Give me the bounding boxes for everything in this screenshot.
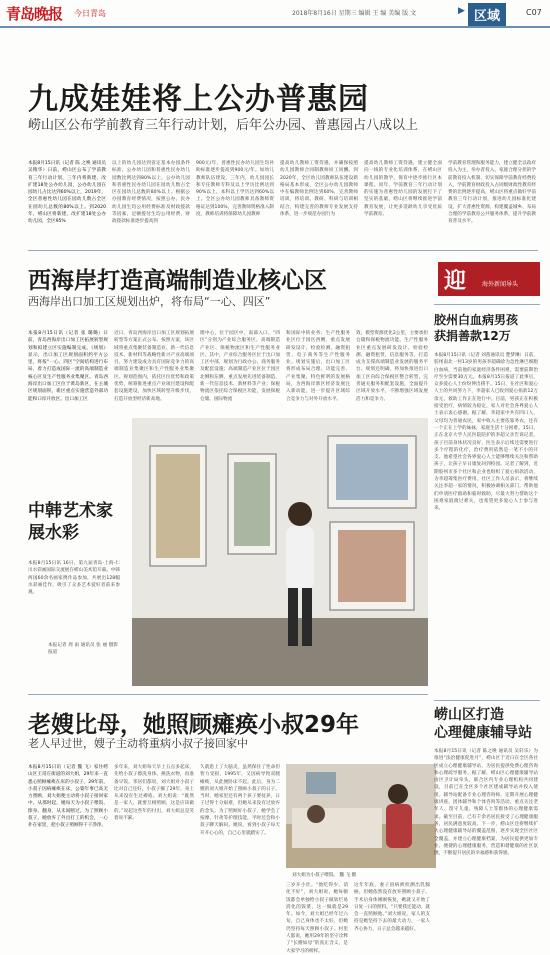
story2-col5: 效、模型资源优化2公里，主要承担仓储和保税物流功能。生产性服务业区重点发展研发设计、检验检测、融资租赁、信息服务等，打造成为支撑高端制造业发展的服务平台。规划还明确，将加快推进出口加工区向综合保税区整合转型，完善通关服务和配套设施，全面提升区域开放水平，不断增强区域发展活力和竞争力。 xyxy=(356,331,428,402)
story2-col3: 理中心，位于园区中，南部入口。“四区”分别为产业综合服务区、高端制造产业区、保税物流区和生产性服务业区。其中，产业综合服务区位于出口加工区中部，规划为行政办公、商务服务及配套设施；高端制造产业区位于园区北侧和东侧，重点发展先进装备制造、新一代信息技术、新材料等产业；保税物流区依托综合保税区功能，发展保税仓储、国际物流 xyxy=(200,331,280,402)
caregiver-photo xyxy=(286,764,436,868)
subhead-story2: 西海岸出口加工区规划出炉，将布局“一心、四区” xyxy=(28,295,271,308)
side3-body: 本报8月15日讯（记者 陈之唤 通讯员 吴轩乐）为推进“法治健康促进月”，崂山区于近日在全区各社区成立心理健康辅导站，为居民提供免费心理咨询和心理疏导服务。据了解，崂山区心理健康辅导站由区卫计局牵头，联合区内专业心理机构共同建设，目前已在全区多个社区建成辅导站并投入使用。辅导站配备专业心理咨询师，定期开展心理健康讲座、团体辅导和个体咨询等活动，重点关注老年人、留守儿童、残障人士等群体的心理健康需求。截至目前，已有千余名居民接受了心理健康服务，居民满意度较高。下一步，崂山区还将继续扩大心理健康辅导站的覆盖范围，逐步实现全区社区全覆盖，并建立心理健康档案，为居民提供更加专业、便捷的心理健康服务，营造和谐健康的社区氛围，不断提升居民的幸福感和获得感。 xyxy=(434,749,538,857)
story1-col6: 学前教育管理和服务能力，建立健全以政府投入为主，举办者投入、家庭合理分担的学前教育投入机制，切实保障学前教育经费投入，学前教育财政投入占同级财政性教育经费的比例逐步提高，崂山区将重点做好学前教育三年行动计划，推进幼儿园标准化建设，扩大普惠性资源，构建覆盖城乡、布局合理的学前教育公共服务体系，提升学前教育普及水平。 xyxy=(448,161,536,225)
subhead-story1: 崂山区公布学前教育三年行动计划，后年公办园、普惠园占八成以上 xyxy=(28,118,419,133)
headline-story3: 老嫂比母，她照顾瘫痪小叔29年 xyxy=(28,712,360,738)
story1-col2: 以上的幼儿园达到省定基本办园条件标准，公办幼儿园和普惠性民办幼儿园数比例达到80%以上，公办幼儿园和普惠性民办幼儿园在园幼儿数占全区在园幼儿总数的80%以上。根据公办园教育经费情况，按照公办、民办幼儿园生均公用经费标准及财政拨款等因素，足额拨付生均公用经费，财政拨款标准逐步提高到 xyxy=(112,161,190,225)
newspaper-logo: 青岛晚报 xyxy=(6,5,63,23)
side1-body: 本报8月15日讯（记者 刘茜通讯员 楚梦琳）日前，胶州南北一村13岁的男孩李超确诊为急性淋巴细胞白血病，当前他的家庭经济条件困难，需要前期治疗至少需要30万元。本报8月15日报道了此事后，众多爱心人士纷纷伸出援手。15日，在社区和爱心人士的共同努力下，李超家人已收到爱心捐款12万余元，救助工作正在进行中。目前，男孩正在积极接受治疗，病情较为稳定，家人对社会各界爱心人士表示衷心感谢。据了解，李超家中共有四口人，父母均为普通农民，家中收入主要依靠务农，还有一个正在上学的妹妹，家庭生活十分困难。15日，正在北京大学人民医院陪护的李超父亲告诉记者，孩子目前身体状况良好，医生表示后续还需要进行多个疗程的化疗，治疗费用依然是一笔不小的开支。他希望社会各界爱心人士能够继续关注和帮助孩子，让孩子早日康复回到校园。记者了解到，近期胶州市多个社区和企业也组织了爱心捐款活动，为李超筹集医疗费用。社区工作人员表示，将继续关注李超一家的情况，积极协调相关部门，帮助他们申请医疗救助和临时救助，尽最大努力帮助这个困难家庭渡过难关，也希望更多爱心人士参与进来。 xyxy=(434,353,538,512)
divider xyxy=(28,694,428,695)
headline-story1: 九成娃娃将上公办普惠园 xyxy=(28,82,369,117)
side3-headline-line1: 崂山区打造 xyxy=(434,707,504,723)
story1-col4: 提高幼儿教师工资待遇，并确保按照幼儿园教师合同制教师同工同酬。到2020年，全区幼儿园教师队伍建设新格局基本形成，全区公办幼儿园教师中在编教师比例达到60%，完善教师培训，将培训、教研、科研与培训相结合，构建完善的教师专业发展支持体系，进一步规范办园行为 xyxy=(280,161,358,218)
story1-col1: 本报8月15日讯（记者 陈 之唤 通讯员 吴稚华）日前，崂山区公布了学前教育三年行动计划，三年内将新建、改扩建18处公办幼儿园，公办幼儿园在园幼儿占比达到60%以上，2019年，全区普惠性幼儿园在园幼儿数占全区在园幼儿总数的80%以上。到2020年，崂山区将新建、改扩建18处公办幼儿园，全区95% xyxy=(28,161,106,225)
brand-caption: 海外新闻导头 xyxy=(482,281,519,288)
story2-col4: 和国际中转业务；生产性服务业区位于园区西侧，重点发展研发设计、检验检测、融资租赁、电子商务等生产性服务业。规划实施后，出口加工区将形成布局合理、功能完善、产业集聚、特色鲜明的发展格局，为西海岸新区经济发展注入新动能，进一步提升区域综合竞争力与对外开放水平。 xyxy=(286,331,350,402)
issue-meta: 2018年8月16日 星期三 编辑 王 编 美编 版 文 xyxy=(292,10,417,17)
divider xyxy=(434,700,540,701)
divider xyxy=(28,250,538,251)
side1-headline-line2: 获捐善款12万 xyxy=(434,329,511,343)
story2-col1: 本报8月15日讯（记者 张 璐璐）日前，青岛西海岸出口加工区拓展转型规划和拟建立区实施编制完成。《规划》显示，出口加工区规划面积约平方公里，将按“一心、四区”空间结构进行布局，着力打造成国际一流的高端制造业核心区及生产性服务业集聚区。青岛西海岸出口加工区位于黄岛新区，在主城区规划面积，新区重点实施营造外部功能和口岸开放区。出口加工区 xyxy=(28,331,108,402)
column-name: 今日青岛 xyxy=(74,9,106,18)
exhibition-photo xyxy=(132,418,428,686)
story3-col1: 本报8月15日讯（记者 魏 飞）家住崂山区王哥庄街道的刘大姐，29年来一直悉心照顾瘫痪在床的小叔子。29年前，小叔子因病瘫痪在床，公婆年事已高无力照顾，刘大姐便主动将小叔子接回家中。从那时起，她每天为小叔子喂饭、擦身、翻身，从未间断过。为了照顾小叔子，她放弃了外出打工的机会，一心扑在家里，把小叔子照顾得干干净净。 xyxy=(28,765,108,829)
side1-headline-line1: 胶州白血病男孩 xyxy=(434,313,519,327)
chevron-right-icon: ▶ xyxy=(458,6,465,16)
side3-headline-line2: 心理健康辅导站 xyxy=(434,725,532,741)
photo-caption: 刘大姐为小叔子喂饭。 魏 飞 摄 xyxy=(292,873,357,878)
brand-glyph: 迎 xyxy=(444,268,467,294)
story3-col3: 久就患上了大脑炎，虽然保住了性命但智力受损，1995年，又因病导致双腿瘫痪，从此便卧床不起。此后，身为二嫂的刘大姐开始了照顾小叔子的日子。当时，她家里还有两个孩子要抚养，日子过得十分艰难，但她从来没有过放弃的念头。为了照顾好小叔子，她学会了按摩、针灸等护理技能，平时还会和小叔子聊天解闷。她说，看到小叔子每天开开心心的，自己心里就踏实了。 xyxy=(200,765,280,836)
side2-headline-line2: 展水彩 xyxy=(28,523,79,543)
side2-headline xyxy=(28,500,113,544)
side3-headline xyxy=(434,706,532,742)
story3-col4: 三岁开小灶。“他吃得少、消化不好”，刘大姐说，她每顿饭都会单独给小叔子做软烂易消化的饭菜，这一做就是29年。如今，刘大姐已经年过六旬，自己身体也不太好，但她仍坚持每天照顾小叔子。村里人都说，她用29年的坚守诠释了“长嫂如母”的真正含义，是大家学习的榜样。 xyxy=(286,883,348,954)
story3-col5: 这年年底，妻子因病被检测出乳腺癌，但她依然没有放弃照顾小叔子。手术后身体刚刚恢复，她就又开始了日复一日的照料。“只要我还能动，就会一直照顾他。”刘大姐说，家人的支持是她坚持下去的最大动力，一家人齐心协力，日子总会越来越好。 xyxy=(354,883,430,932)
story1-col3: 900元/年，普惠性民办幼儿园生均补助标准逐步提高到900元/年。如幼儿教师队伍建设，三年内，幼儿园园长和专任教师专科及以上学历比例达到90%以上，本科以上学历达到60%以上。全区公办幼儿园教师具备教师资格证达到100%，完善教师资格准入制度，教师培训将保障幼儿园教师 xyxy=(196,161,274,218)
divider xyxy=(434,304,540,305)
headline-story2: 西海岸打造高端制造业核心区 xyxy=(28,268,327,294)
page-number: C07 xyxy=(526,8,542,17)
side2-byline: 本报记者 周 雨 通讯员 张 丽 摄影报道 xyxy=(48,643,118,656)
story1-col5: 提高幼儿教师工资待遇，建立健全面向一线的专业化培训体系，在崂山区幼儿园的教学、保育中逐步推行区本课程。同年，学前教育三年行动计划的实施为普惠性幼儿园的发展打下了坚实的基础，崂山区将继续推进学前教育发展，让更多适龄幼儿享受优质学前教育。 xyxy=(364,161,442,218)
side2-headline-line1: 中韩艺术家 xyxy=(28,501,113,521)
subhead-story3: 老人早过世，嫂子主动将重病小叔子接回家中 xyxy=(28,737,248,750)
page-header xyxy=(0,0,550,28)
story2-col2: 近日，青岛西海岸出口加工区规划拓展转型等方案正式公布。按照方案，该区域将重点集聚装备制造业、新一代信息技术、新材料等战略性新兴产业高端项目，努力建设成为具有国际竞争力的高端制造业集聚区和生产性服务业集聚区。规划范围内，依托区位优势和政策优势，统筹推进重点产业项目建设和配套设施建设，加快区域转型升级步伐，打造开放型经济新高地。 xyxy=(114,331,194,402)
story3-col2: 多年来，刘大姐每天早上五点多起床，先给小叔子擦洗身体、换洗衣物，再准备早饭。邻居们都说，刘大姐对小叔子比对自己还好，小叔子躺了29年，身上从来没有生过褥疮。刘大姐说：“既然是一家人，就要互相照顾，这是应该做的。”说起这些年的付出，刘大姐总是笑着说不累。 xyxy=(114,765,194,822)
column-brand-box xyxy=(438,262,540,296)
section-label: 区域 xyxy=(468,3,506,26)
side1-headline xyxy=(434,312,518,344)
side2-body: 本报8月15日讯 16日，第九届青岛·上海·仁川水彩画国际交流展在崂山美术馆开幕。中韩两国60余名画家携作品参加，共展出128幅水彩画佳作，吸引了众多艺术爱好者前来参观。 xyxy=(28,561,120,596)
